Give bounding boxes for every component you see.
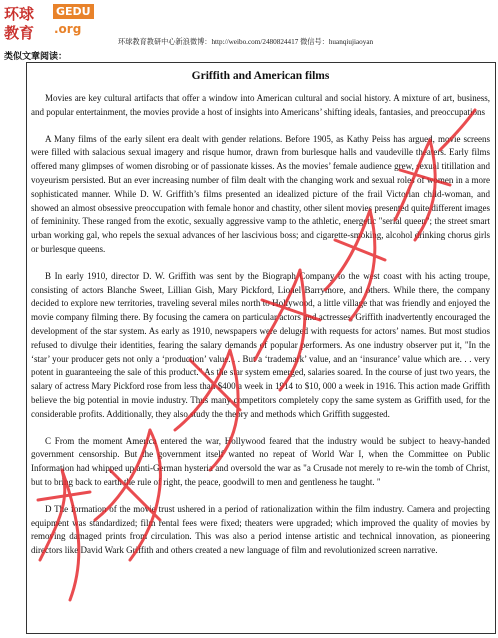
logo-badge: GEDU: [53, 4, 94, 19]
header-contact-line: 环球教育教研中心新浪微博：http://weibo.com/2480824417 微信号：huanqiujiaoyan: [118, 38, 374, 46]
logo-suffix: .org: [54, 22, 82, 36]
paragraph-c: C From the moment America entered the war, Hollywood feared that the industry would be subject to heavy-handed government censorship. But the government itself wanted no repeat of World War I, when the Committee on Public Information had whipped up anti-German hysteria and oversold the war as "a Crusade not merely to re-win the tomb of Christ, but to bring back to earth the rule of right, the peace, goodwill to men and gentleness he taught. ": [31, 435, 490, 487]
paragraph-a: A Many films of the early silent era dealt with gender relations. Before 1905, as Kathy Peiss has argued, movie screens were filled with salacious sexual imagery and risque humor, drawn from burlesque halls and vaudeville theaters. Early films offered many glimpses of women disrobing or of passionate kisses. As the movies’ female audience grew, sexual titillation and voyeurism persisted. But an ever increasing number of film dealt with the changing work and sexual roles of women in a more sophisticated manner. While D. W. Griffith’s films presented an idealized picture of the frail Victorian child-woman, and showed an almost obsessive preoccupation with female honor and chastity, other silent movies presented quite different images of femininity. These ranged from the exotic, sexually aggressive vamp to the athletic, energetic "serial queen"; the street smart urban working gal, who repels the sexual advances of her lascivious boss; and cigarette-smoking, alcohol drinking chorus girls or burlesque queens.: [31, 133, 490, 254]
article-body: [31, 64, 490, 558]
article-intro: Movies are key cultural artifacts that offer a window into American cultural and social history. A mixture of art, business, and popular entertainment, the movies provide a host of insights into Americans’ shifting ideals, fantasies, and preoccupations: [31, 93, 490, 117]
gedu-logo: [4, 3, 100, 43]
article-title: Griffith and American films: [191, 70, 330, 82]
paragraph-d: D The formation of the movie trust ushered in a period of rationalization within the film industry. Camera and projecting equipment was standardized; film rental fees were fixed; theaters were upgraded; which improved the quality of movies by removing damaged prints from circulation. This was also a period intense artistic and technical innovation, as pioneering directors like David Wark Griffith and others created a new language of film and revolutionized screen narrative.: [31, 503, 490, 556]
logo-text-line2: 教育: [4, 24, 35, 42]
logo-text-line1: 环球: [4, 5, 35, 23]
section-label: 类似文章阅读：: [4, 52, 68, 62]
paragraph-b: B In early 1910, director D. W. Griffith was sent by the Biograph Company to the west coast with his acting troupe, consisting of actors Blanche Sweet, Lillian Gish, Mary Pickford, Lionel Barrymore, and others. While there, the company decided to explore new territories, traveling several miles north to Hollywood, a little village that was friendly and enjoyed the movie company filming there. By focusing the camera on particular actors and actresses, Griffith inadvertently encouraged the development of the star system. As early as 1910, newspapers were deluged with requests for actors’ names. But most studios refused to divulge their identities, fearing the salary demands of popular performers. As one industry observer put it, "In the ‘star’ your producer gets not only a ‘production’ value. . . But a ‘trademark’ value, and an ‘insurance’ value which are. . . very potent in guaranteeing the sale of this product." As the star system emerged, salaries soared. In the course of just two years, the salary of actress Mary Pickford rose from less than $400 a week in 1914 to $10, 000 a week in 1916. This action made Griffith believe the big potential in movie industry. Thus many competitors completely copy the same system as Griffith used, for the considerable profits. Additionally, they also study the theory and methods which Griffith suggested.: [31, 270, 490, 419]
